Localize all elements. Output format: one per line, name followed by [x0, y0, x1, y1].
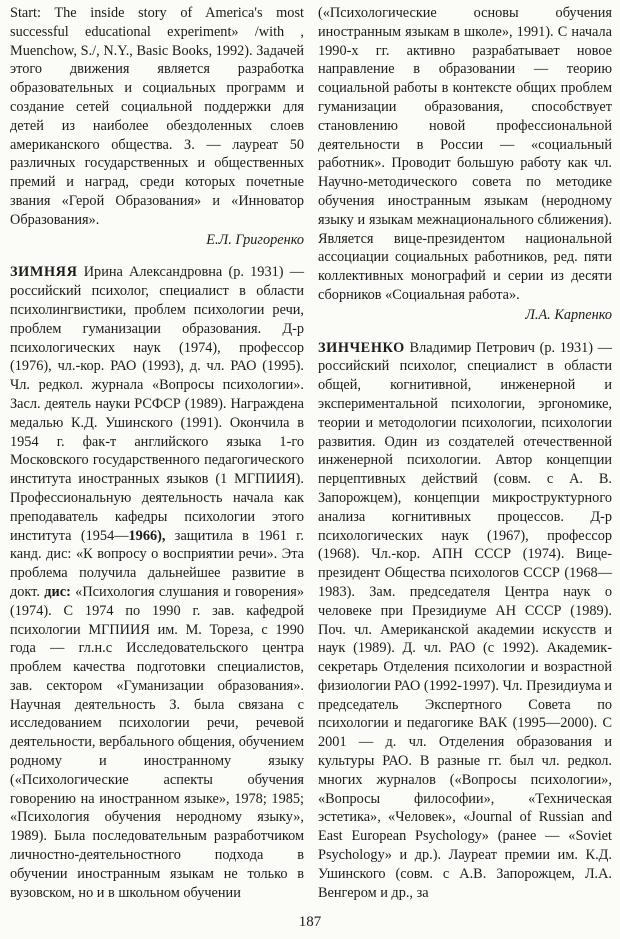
text-columns: [10, 4, 612, 902]
page-number: 187: [298, 914, 322, 930]
continuation-paragraph: Start: The inside story of America's most successful educational experiment» /with , Muenchow, S./, N.Y., Basic Books, 1992). Задачей этого движения является разработка образовательных и социальных программ и создание сетей социальной поддержки для детей из наиболее обездоленных слоев американского общества. З. — лауреат 50 различных государственных и общественных премий и наград, среди которых почетные звания «Герой Образования» и «Инноватор Образования».: [10, 5, 304, 228]
entry-body: Владимир Петрович (р. 1931) — российский психолог, специалист в области общей, когнитивной, инженерной и экспериментальной психологии, эргономике, теории и методологии психологии, психологии развития. Один из создателей отечественной инженерной психологии. Автор концепции перцептивных действий (совм. с А. В. Запорожцем), концепции микроструктурного анализа когнитивных процессов. Д-р психологических наук (1967), профессор (1968). Чл.-кор. АПН СССР (1974). Вице-президент Общества психологов СССР (1968—1983). Зам. председателя Центра наук о человеке при Президиуме АН СССР (1989). Поч. чл. Американской академии искусств и наук (1989). Д. чл. РАО (с 1992). Академик-секретарь Отделения психологии и возрастной физиологии РАО (1992-1997). Чл. Президиума и председатель Экспертного Совета по психологии и педагогике ВАК (1995—2000). С 2001 — д. чл. Отделения образования и культуры РАО. В разные гг. был чл. редкол. многих журналов («Вопросы психологии», «Вопросы философии», «Техническая эстетика», «Человек», «Journal of Russian and East European Psychology» (ранее — «Soviet Psychology» и др.). Лауреат премии им. К.Д. Ушинского (совм. с А.В. Запорожцем, Л.А. Венгером и др., за: [318, 339, 613, 901]
entry-bold-text: 1966),: [128, 527, 166, 544]
left-column: [10, 4, 304, 902]
entry-zimnyaya: [10, 263, 304, 902]
right-column: [318, 4, 612, 902]
entry-body: защитила в 1961 г. канд. дис: «К вопросу о восприятии речи». Эта проблема получила дальнейшее развитие в докт.: [10, 527, 304, 600]
author-signature: Л.А. Карпенко: [525, 306, 612, 323]
entry-headword: ЗИМНЯЯ: [10, 264, 78, 281]
entry-body: «Психология слушания и говорения» (1974). С 1974 по 1990 г. зав. кафедрой психологии МГПИИЯ им. М. Тореза, с 1990 года — гл.н.с Исследовательского центра проблем качества подготовки специалистов, зав. сектором «Гуманизации образования». Научная деятельность З. была связана с исследованием психологии речи, речевой деятельности, вербального общения, обучением родному и иностранному языку («Психологические аспекты обучения говорению на иностранном языке», 1978; 1985; «Психология обучения неродному языку», 1989). Была последовательным разработчиком личностно-деятельностного подхода в обучении иностранным языкам не только в вузовском, но и в школьном обучении: [10, 583, 305, 901]
author-signature: Е.Л. Григоренко: [206, 231, 304, 248]
entry-body: Ирина Александровна (р. 1931) — российский психолог, специалист в области психолингвистики, проблем психологии речи, проблем гуманизации образования. Д-р психологических наук (1974), профессор (1976), чл.-кор. РАО (1993), д. чл. РАО (1995). Чл. редкол. журнала «Вопросы психологии». Засл. деятель науки РСФСР (1989). Награждена медалью К.Д. Ушинского (1991). Окончила в 1954 г. фак-т английского языка 1-го Московского государственного педагогического института иностранных языков (1 МГПИИЯ). Профессиональную деятельность начала как преподаватель кафедры психологии этого института (1954—: [10, 264, 304, 544]
entry-bold-text: дис:: [44, 583, 71, 600]
entry-zinchenko: [318, 339, 612, 903]
continuation-paragraph: («Психологические основы обучения иностранным языкам в школе», 1991). С начала 1990-х гг. активно разрабатывает новое направление в образовании — теорию социальной работы в контексте общих проблем гуманизации образования, способствует становлению новой профессиональной деятельности в России — «социальный работник». Проводит большую работу как чл. Научно-методического совета по методике обучения иностранным языкам (неродному языку и языкам межнационального сближения). Является вице-президентом национальной ассоциации социальных работников, ред. пяти коллективных монографий и серии из десяти сборников «Социальная работа».: [318, 5, 612, 303]
entry-headword: ЗИНЧЕНКО: [318, 339, 405, 356]
